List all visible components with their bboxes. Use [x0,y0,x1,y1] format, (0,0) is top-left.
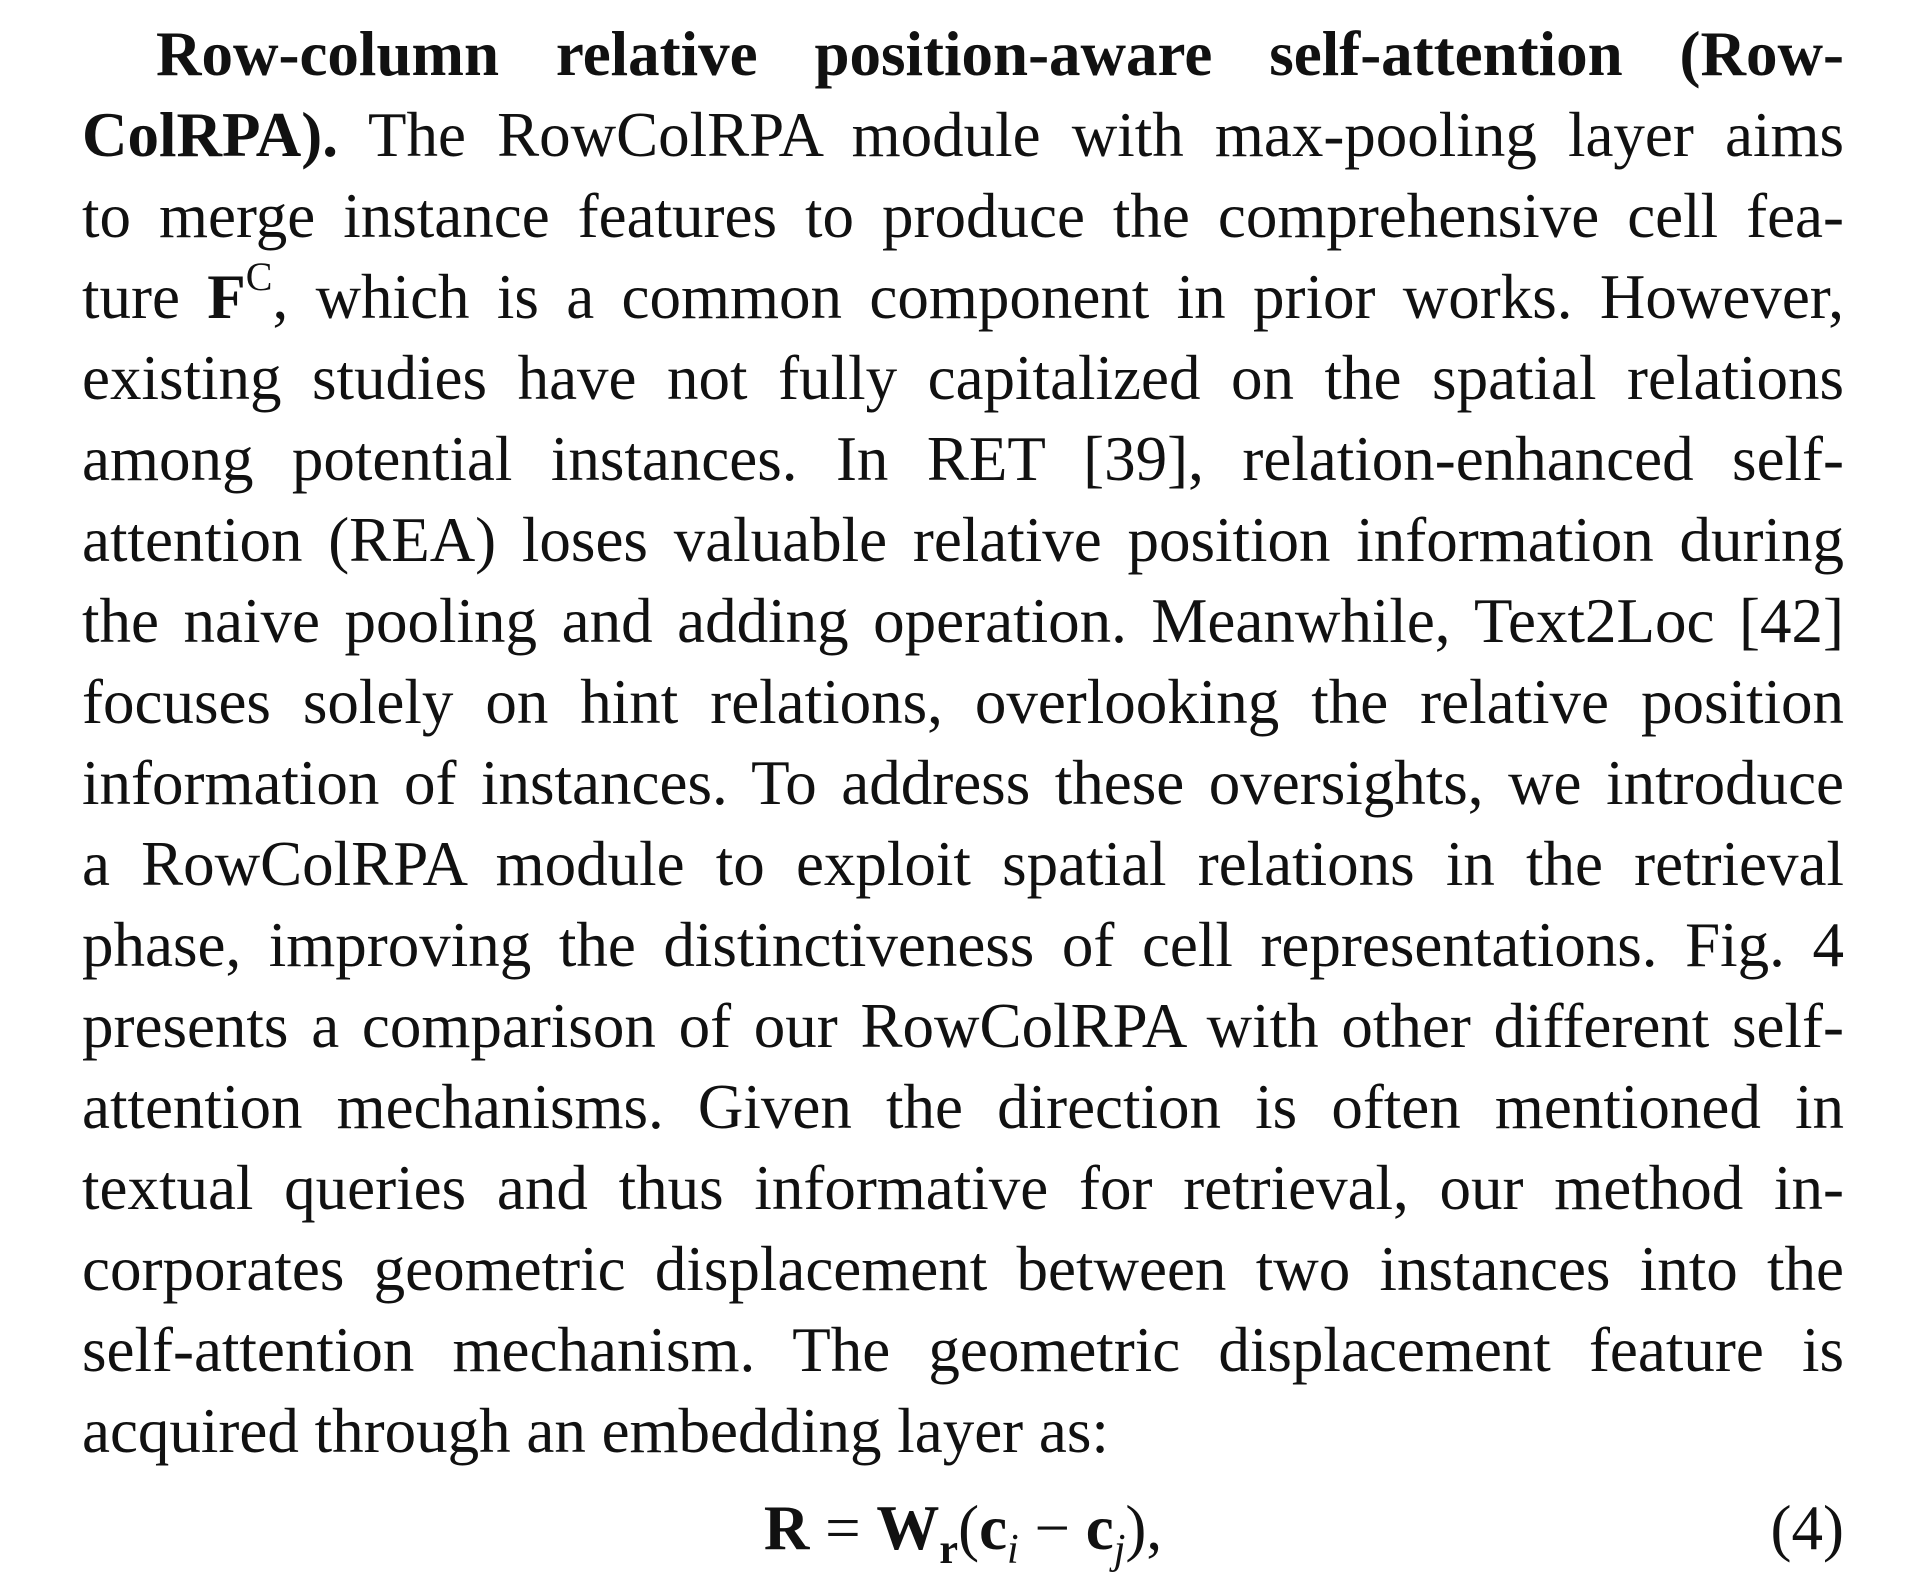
equation-c-j: c [1085,1493,1114,1563]
paragraph-line-8: the naive pooling and adding operation. Meanwhile, Text2Loc [42] [82,586,1844,656]
cell-feature-superscript: C [245,254,273,299]
paragraph-line-3: to merge instance features to produce the comprehensive cell fea- [82,181,1844,251]
paragraph-line-14: attention mechanisms. Given the direction is often mentioned in [82,1072,1844,1142]
equation-c-i: c [979,1493,1008,1563]
paragraph-line-15: textual queries and thus informative for retrieval, our method in- [82,1153,1844,1223]
equation-expression [82,1480,1844,1576]
equation-weight-subscript: r [939,1527,959,1573]
equation-c-j-subscript: j [1113,1527,1126,1573]
equation-number: (4) [1770,1493,1844,1563]
equation-4 [82,1480,1844,1576]
paragraph-line-2 [82,95,1844,176]
paragraph-heading-end: ColRPA). [82,100,339,170]
paragraph-line-11: a RowColRPA module to exploit spatial relations in the retrieval [82,829,1844,899]
equation-open-paren: ( [958,1493,980,1563]
paragraph-line-16: corporates geometric displacement between two instances into the [82,1234,1844,1304]
equation-c-i-subscript: i [1007,1527,1019,1573]
paragraph-line-12: phase, improving the distinctiveness of cell representations. Fig. 4 [82,910,1844,980]
equation-equals: = [809,1493,877,1563]
paragraph-line-4 [82,254,1844,338]
paragraph-line-10: information of instances. To address these oversights, we introduce [82,748,1844,818]
cell-feature-symbol: F [207,262,246,332]
body-paragraph [82,14,1844,1472]
paragraph-line-7: attention (REA) loses valuable relative position information during [82,505,1844,575]
paragraph-heading: Row-column relative position-aware self-attention (Row- [156,19,1844,89]
paragraph-line-17: self-attention mechanism. The geometric displacement feature is [82,1315,1844,1385]
equation-lhs: R [763,1493,810,1563]
paragraph-line-5: existing studies have not fully capitalized on the spatial relations [82,343,1844,413]
equation-minus: − [1018,1493,1086,1563]
equation-weight: W [876,1493,940,1563]
paper-page [82,14,1844,1576]
paragraph-line-18: acquired through an embedding layer as: [82,1396,1109,1466]
equation-close-paren: ), [1125,1493,1163,1563]
paragraph-line-1 [82,14,1844,95]
paragraph-line-9: focuses solely on hint relations, overlooking the relative position [82,667,1844,737]
paragraph-line-2-text: The RowColRPA module with max-pooling layer aims [338,100,1844,170]
paragraph-line-13: presents a comparison of our RowColRPA with other different self- [82,991,1844,1061]
paragraph-line-6: among potential instances. In RET [39], relation-enhanced self- [82,424,1844,494]
line-4-prefix: ture [82,262,208,332]
line-4-suffix: , which is a common component in prior works. However, [272,262,1844,332]
